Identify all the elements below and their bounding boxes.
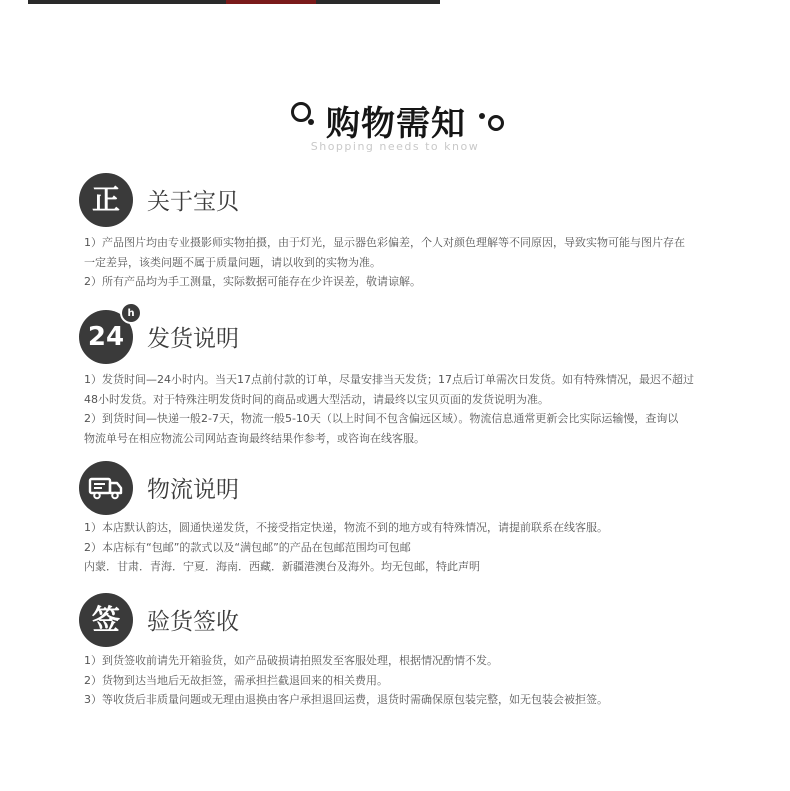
section-line: 3）等收货后非质量问题或无理由退换由客户承担退回运费，退货时需确保原包装完整，如无包装会被拒签。 bbox=[84, 693, 608, 706]
dot-icon bbox=[479, 113, 485, 119]
section-line: 48小时发货。对于特殊注明发货时间的商品或遇大型活动，请最终以宝贝页面的发货说明为准。 bbox=[84, 392, 549, 406]
section-line: 一定差异，该类问题不属于质量问题，请以收到的实物为准。 bbox=[84, 255, 381, 269]
section-title: 物流说明 bbox=[147, 477, 239, 503]
dot-icon bbox=[308, 119, 314, 125]
circle-icon bbox=[488, 115, 504, 131]
section-badge bbox=[79, 173, 133, 227]
section-line: 2）所有产品均为手工测量，实际数据可能存在少许误差，敬请谅解。 bbox=[84, 275, 421, 288]
section-title: 发货说明 bbox=[147, 326, 239, 352]
hour-badge bbox=[120, 302, 142, 324]
section-line: 1）发货时间—24小时内。当天17点前付款的订单，尽量安排当天发货；17点后订单需次日发货。如有特殊情况，最迟不超过 bbox=[84, 373, 694, 386]
section-line: 物流单号在相应物流公司网站查询最终结果作参考，或咨询在线客服。 bbox=[84, 431, 425, 445]
page-title: 购物需知 bbox=[326, 104, 466, 144]
badge-label: 签 bbox=[91, 603, 120, 636]
section-line: 1）本店默认韵达，圆通快递发货，不接受指定快递，物流不到的地方或有特殊情况，请提前联系在线客服。 bbox=[84, 521, 608, 534]
section-line: 2）货物到达当地后无故拒签，需承担拦截退回来的相关费用。 bbox=[84, 673, 388, 687]
section-body bbox=[84, 370, 744, 448]
page-header bbox=[0, 92, 790, 162]
section-line: 1）产品图片均由专业摄影师实物拍摄，由于灯光，显示器色彩偏差，个人对颜色理解等不同原因，导致实物可能与图片存在 bbox=[84, 236, 685, 249]
section-title: 关于宝贝 bbox=[147, 189, 239, 215]
section-body bbox=[84, 651, 744, 710]
badge-label: 24 bbox=[87, 322, 125, 352]
section-title: 验货签收 bbox=[147, 609, 239, 635]
top-border-accent bbox=[226, 0, 316, 4]
section-line: 2）本店标有“包邮”的款式以及“满包邮”的产品在包邮范围均可包邮 bbox=[84, 540, 411, 554]
section-line: 1）到货签收前请先开箱验货，如产品破损请拍照发至客服处理，根据情况酌情不发。 bbox=[84, 654, 498, 667]
page-subtitle: Shopping needs to know bbox=[310, 140, 480, 153]
section-badge bbox=[79, 461, 133, 515]
section-line: 内蒙．甘肃．青海．宁夏．海南．西藏．新疆港澳台及海外。均无包邮，特此声明 bbox=[84, 560, 480, 573]
section-body bbox=[84, 233, 744, 292]
badge-label: 正 bbox=[91, 183, 120, 216]
section-body bbox=[84, 518, 744, 577]
section-line: 2）到货时间—快递一般2-7天，物流一般5-10天（以上时间不包含偏远区域）。物流信息通常更新会比实际运输慢，查询以 bbox=[84, 412, 679, 425]
hour-badge-label: h bbox=[127, 307, 135, 319]
top-border bbox=[28, 0, 440, 4]
section-badge bbox=[79, 593, 133, 647]
truck-icon bbox=[88, 476, 124, 500]
